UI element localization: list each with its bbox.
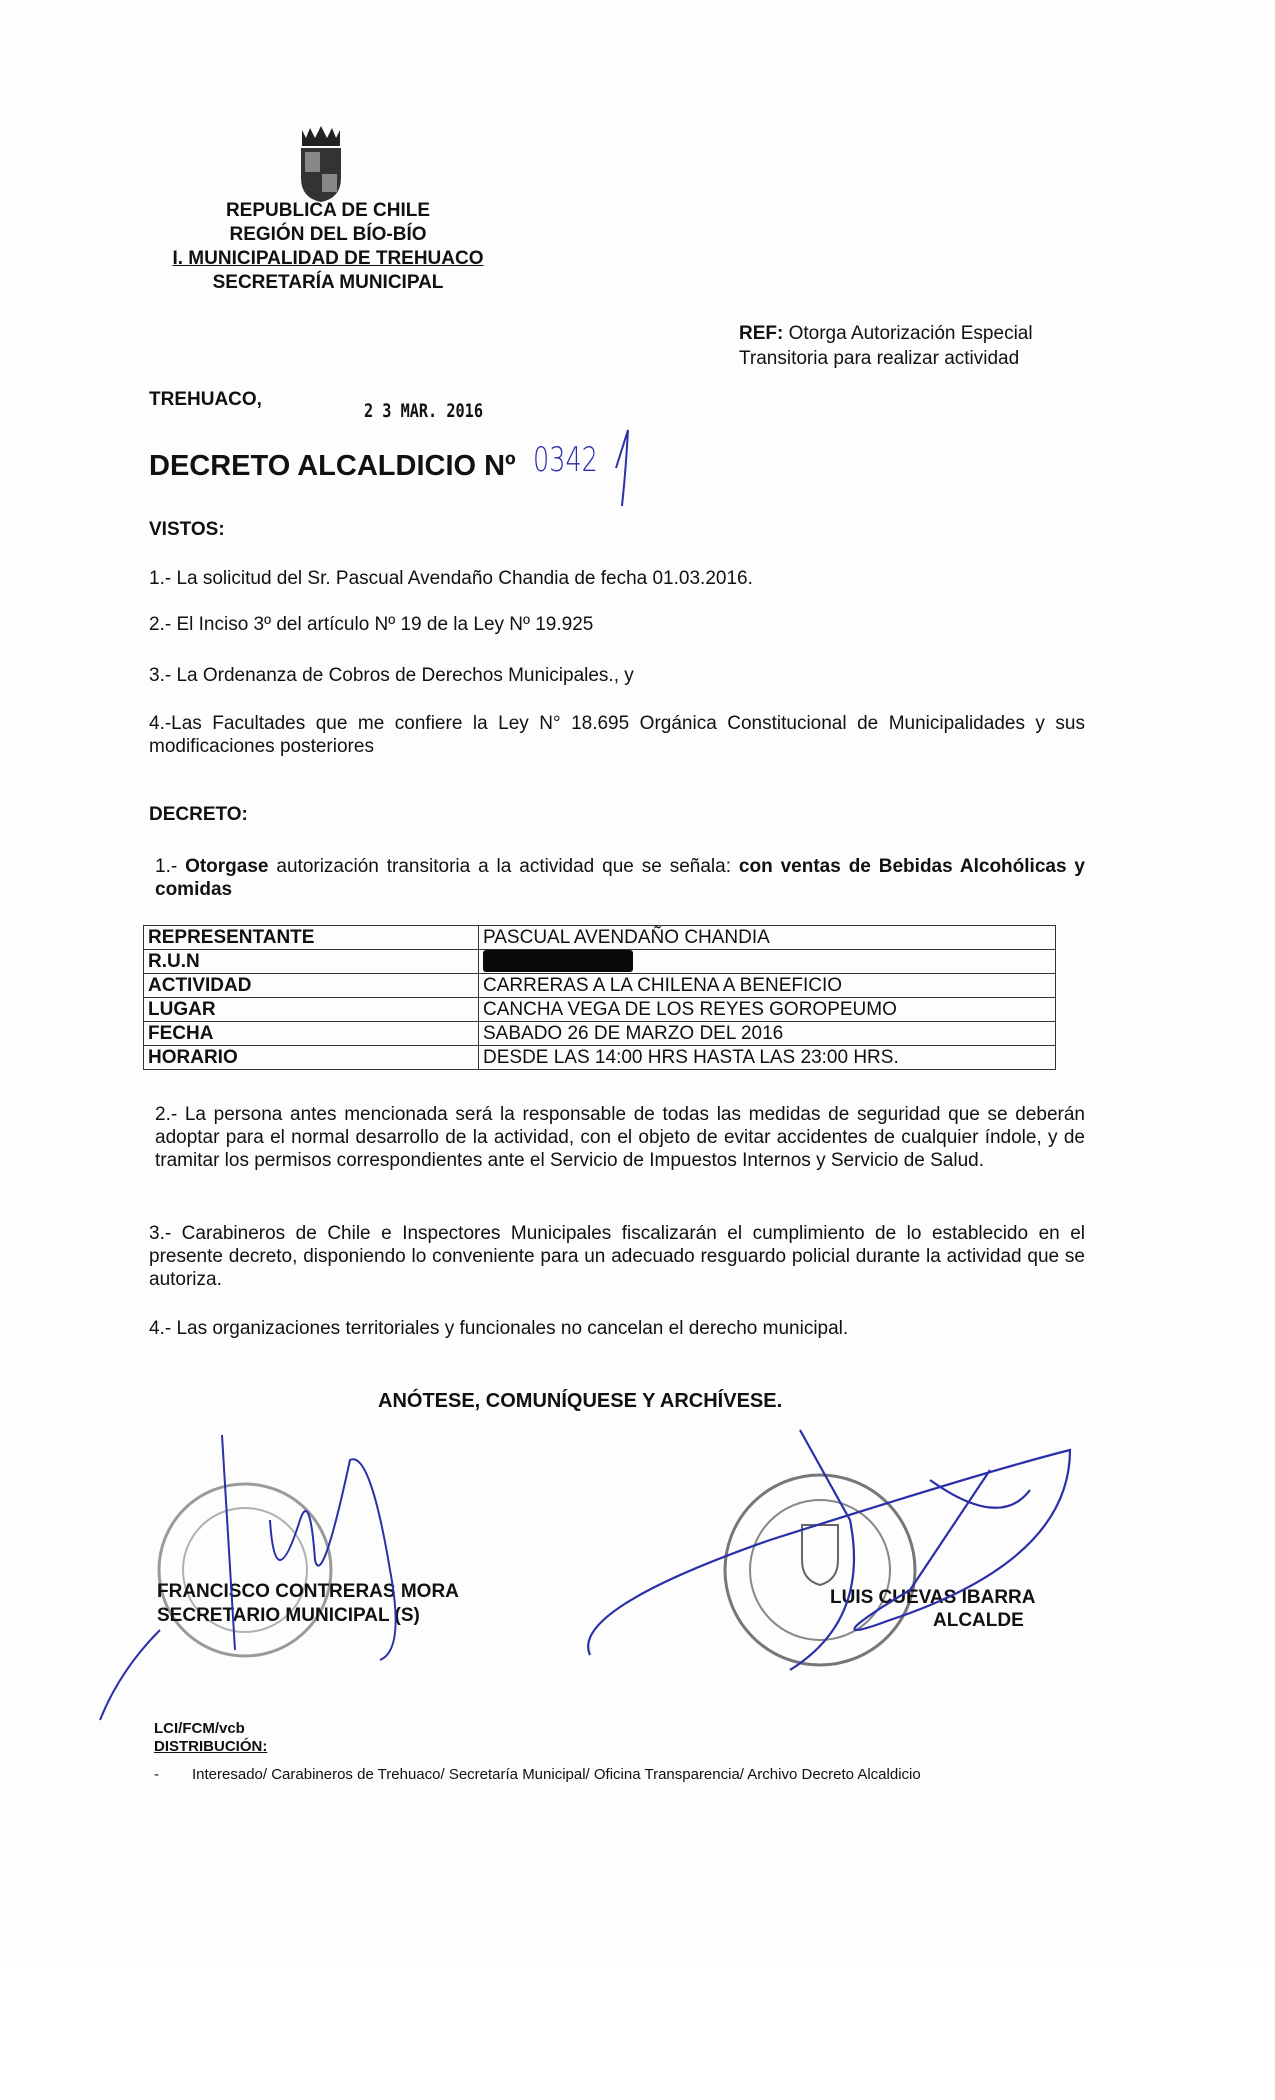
ref-label: REF: <box>739 323 784 344</box>
table-row <box>144 1046 1056 1070</box>
activity-table <box>143 925 1056 1070</box>
date-stamp: 2 3 MAR. 2016 <box>364 400 483 422</box>
bold-text: con ventas de Bebidas Alcohólicas y comidas <box>155 856 1086 900</box>
decreto-item-1 <box>155 855 1085 901</box>
ref-text-2: Transitoria para realizar actividad <box>739 348 1020 369</box>
header-secretaria: SECRETARÍA MUNICIPAL <box>212 272 444 293</box>
decreto-heading: DECRETO: <box>149 804 248 825</box>
table-row <box>144 926 1056 950</box>
row-value: CANCHA VEGA DE LOS REYES GOROPEUMO <box>479 998 1056 1022</box>
row-value: CARRERAS A LA CHILENA A BENEFICIO <box>479 974 1056 998</box>
row-key: R.U.N <box>144 950 479 974</box>
row-key: REPRESENTANTE <box>144 926 479 950</box>
row-value: SABADO 26 DE MARZO DEL 2016 <box>479 1022 1056 1046</box>
closing-formula: ANÓTESE, COMUNÍQUESE Y ARCHÍVESE. <box>378 1390 783 1412</box>
vistos-item: 1.- La solicitud del Sr. Pascual Avendaño Chandia de fecha 01.03.2016. <box>149 568 753 589</box>
row-value: PASCUAL AVENDAÑO CHANDIA <box>479 926 1056 950</box>
table-row <box>144 998 1056 1022</box>
row-key: FECHA <box>144 1022 479 1046</box>
decree-number: 0342 <box>533 440 598 480</box>
signature-alcalde <box>570 1420 1090 1680</box>
handwritten-stroke <box>612 428 642 508</box>
decreto-item-2: 2.- La persona antes mencionada será la responsable de todas las medidas de seguridad que se deberán adoptar para el normal desarrollo de la actividad, con el objeto de evitar accidentes de cualquier índole, y de tramitar los permisos correspondientes ante el Servicio de Impuestos Internos y Servicio de Salud. <box>155 1104 1085 1171</box>
bold-text: Otorgase <box>185 856 269 877</box>
decreto-item-3: 3.- Carabineros de Chile e Inspectores Municipales fiscalizarán el cumplimiento de lo establecido en el presente decreto, disponiendo lo conveniente para un adecuado resguardo policial durante la actividad que se autoriza. <box>149 1223 1085 1290</box>
item-number: 1.- <box>155 856 186 877</box>
row-key: LUGAR <box>144 998 479 1022</box>
initials: LCI/FCM/vcb <box>154 1720 245 1737</box>
signer-1-role: SECRETARIO MUNICIPAL (S) <box>157 1605 420 1626</box>
place: TREHUACO, <box>149 389 262 410</box>
ref-line-1 <box>739 322 1033 345</box>
signature-secretario <box>60 1420 460 1750</box>
row-value: DESDE LAS 14:00 HRS HASTA LAS 23:00 HRS. <box>479 1046 1056 1070</box>
header-region: REGIÓN DEL BÍO-BÍO <box>229 224 427 245</box>
redaction-mark <box>483 950 633 972</box>
vistos-heading: VISTOS: <box>149 519 225 540</box>
row-key: ACTIVIDAD <box>144 974 479 998</box>
signer-2-name: LUIS CUEVAS IBARRA <box>830 1587 1036 1608</box>
header-municipality: I. MUNICIPALIDAD DE TREHUACO <box>172 248 484 269</box>
decreto-item-4: 4.- Las organizaciones territoriales y funcionales no cancelan el derecho municipal. <box>149 1318 849 1339</box>
distribution-heading: DISTRIBUCIÓN: <box>154 1738 268 1755</box>
coat-of-arms-icon <box>296 126 346 202</box>
vistos-item: 4.-Las Facultades que me confiere la Ley N° 18.695 Orgánica Constitucional de Municipalidades y sus modificaciones posteriores <box>149 713 1085 757</box>
vistos-item: 3.- La Ordenanza de Cobros de Derechos Municipales., y <box>149 665 634 686</box>
vistos-item: 2.- El Inciso 3º del artículo Nº 19 de la Ley Nº 19.925 <box>149 614 594 635</box>
distribution-bullet: - <box>154 1766 159 1783</box>
table-row <box>144 1022 1056 1046</box>
text: autorización transitoria a la actividad que se señala: <box>268 856 739 877</box>
ref-text-1: Otorga Autorización Especial <box>788 323 1033 344</box>
row-key: HORARIO <box>144 1046 479 1070</box>
signer-2-role: ALCALDE <box>933 1610 1024 1631</box>
header-republic: REPUBLICA DE CHILE <box>225 200 431 221</box>
distribution-list: Interesado/ Carabineros de Trehuaco/ Secretaría Municipal/ Oficina Transparencia/ Archivo Decreto Alcaldicio <box>192 1766 921 1783</box>
page-title: DECRETO ALCALDICIO Nº <box>149 450 516 482</box>
row-value <box>479 950 1056 974</box>
table-row <box>144 974 1056 998</box>
signer-1-name: FRANCISCO CONTRERAS MORA <box>157 1581 459 1602</box>
table-row <box>144 950 1056 974</box>
